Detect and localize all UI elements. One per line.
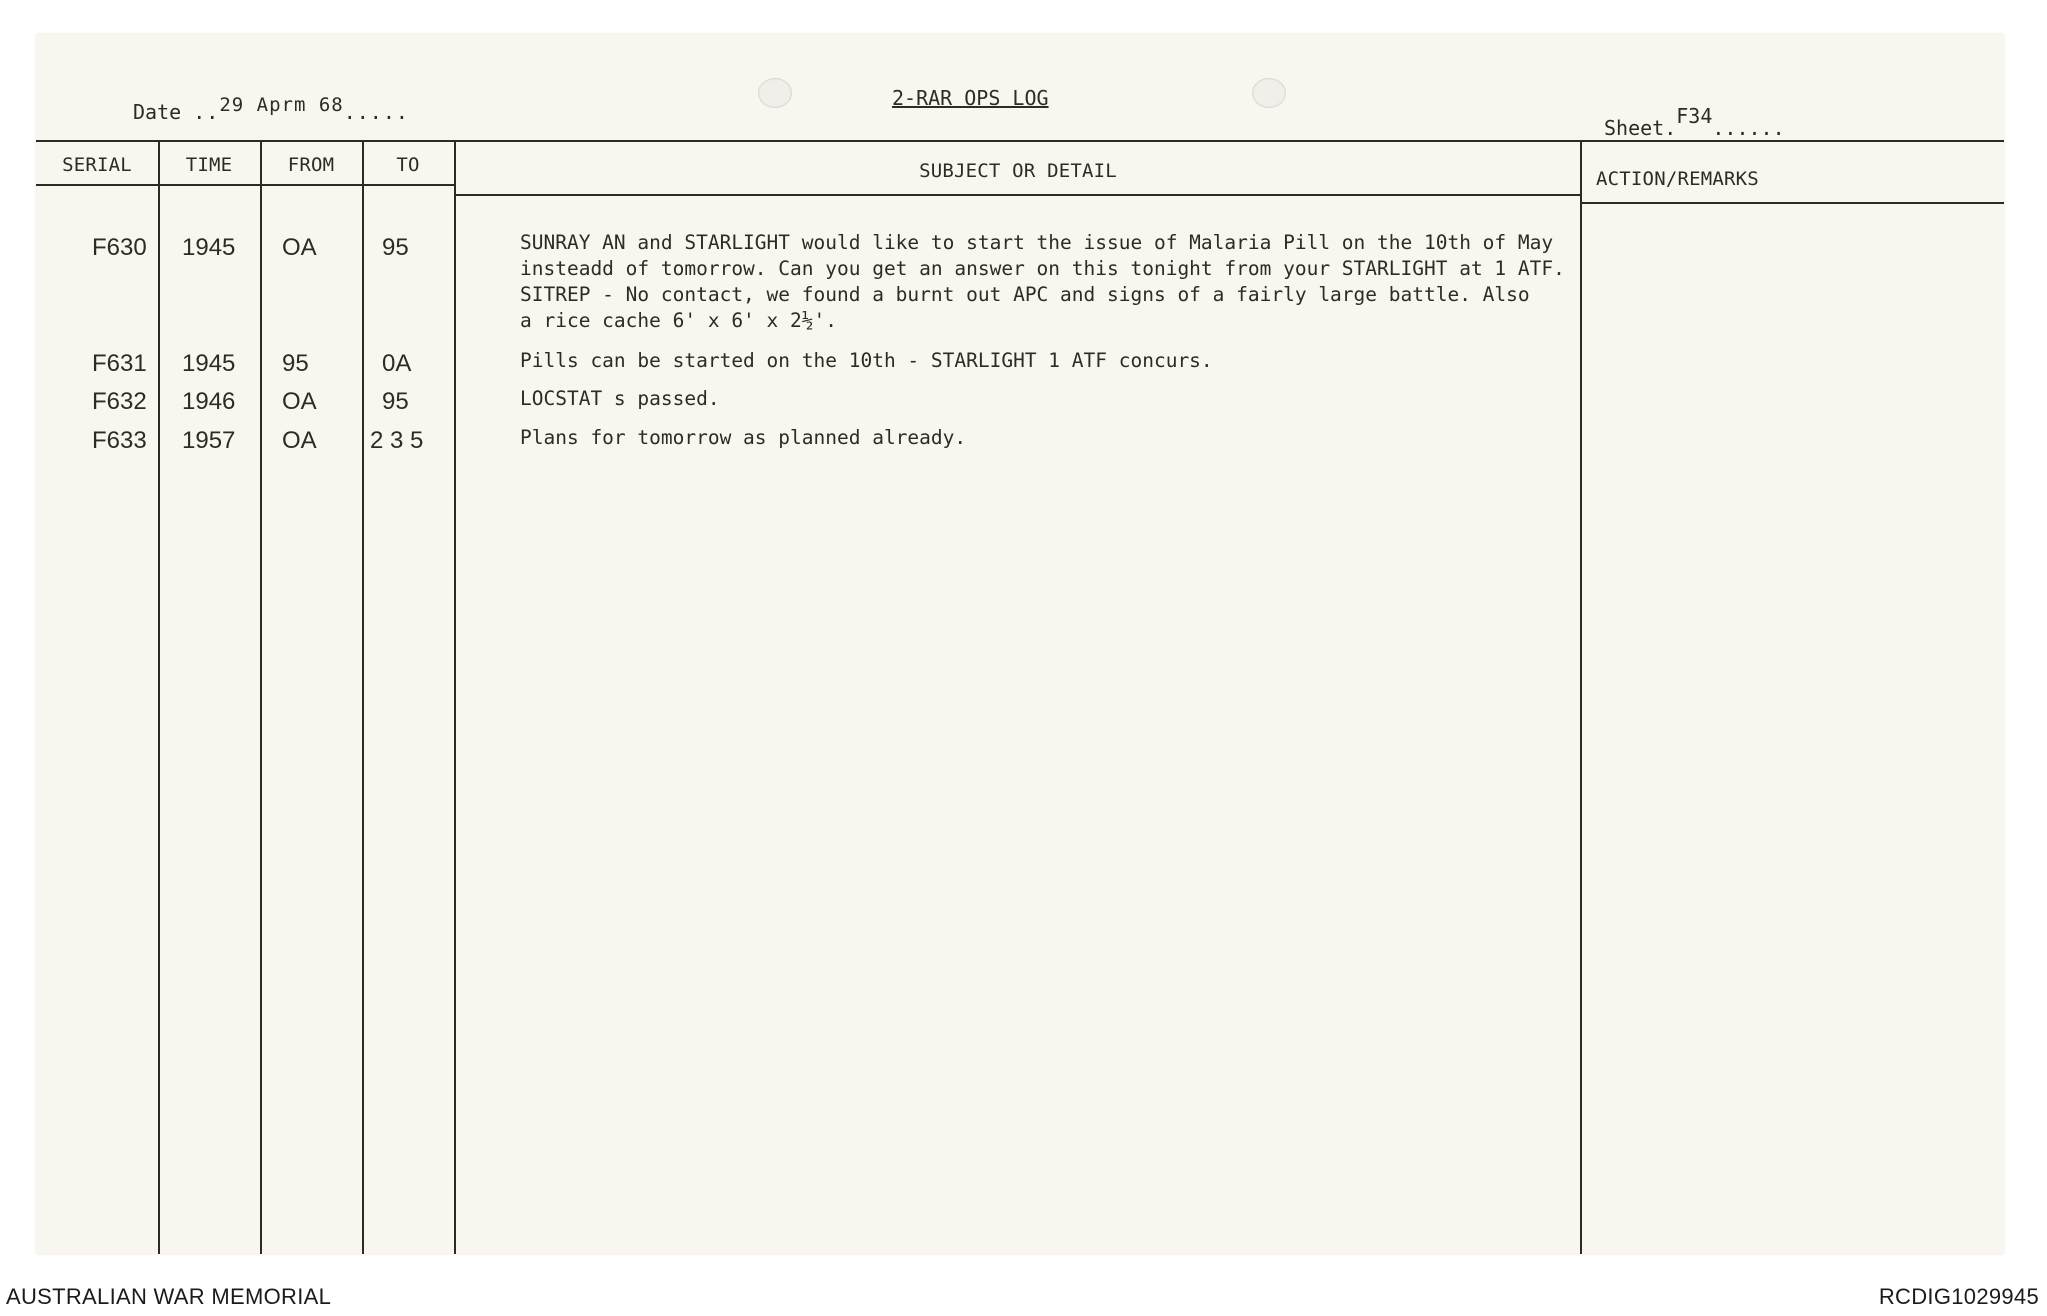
col-header-to: TO: [396, 154, 420, 176]
row-2-to: 0A: [382, 350, 412, 377]
sheet-field: [1604, 104, 1785, 140]
sheet-label: Sheet: [1604, 116, 1665, 140]
row-3-serial: F632: [92, 388, 147, 415]
punch-hole-right: [1252, 78, 1286, 108]
col-header-subject: SUBJECT OR DETAIL: [919, 160, 1117, 182]
row-1-time: 1945: [182, 234, 236, 261]
row-1-from: OA: [282, 234, 317, 261]
col-header-action: ACTION/REMARKS: [1596, 168, 1759, 190]
log-sheet: [36, 34, 2004, 1254]
date-field: [133, 94, 409, 124]
row-4-serial: F633: [92, 427, 147, 454]
column-rule-1: [158, 140, 160, 1254]
detail-line: Plans for tomorrow as planned already.: [520, 426, 967, 449]
table-header-rule-middle: [456, 194, 1582, 196]
sheet-value: F34: [1676, 104, 1713, 128]
table-top-rule: [36, 140, 2004, 142]
row-4-to: 2 3 5: [370, 427, 424, 454]
detail-line: a rice cache 6' x 6' x 2½'.: [520, 309, 837, 332]
row-3-to: 95: [382, 388, 409, 415]
date-leader: ..: [193, 100, 220, 124]
col-header-time: TIME: [185, 154, 233, 176]
column-rule-4: [454, 140, 456, 1254]
date-leader-trailing: .....: [343, 100, 409, 124]
col-header-serial: SERIAL: [62, 154, 132, 176]
row-3-time: 1946: [182, 388, 236, 415]
detail-line: LOCSTAT s passed.: [520, 387, 720, 410]
log-title: 2-RAR OPS LOG: [892, 86, 1049, 110]
row-2-detail: [520, 348, 1640, 374]
row-1-serial: F630: [92, 234, 147, 261]
detail-line: SUNRAY AN and STARLIGHT would like to start the issue of Malaria Pill on the 10th of May: [520, 231, 1554, 254]
sheet-leader: .: [1664, 116, 1677, 140]
sheet-leader-trailing: ......: [1712, 116, 1785, 140]
date-value: 29 Aprm 68: [219, 94, 344, 116]
footer-credit: AUSTRALIAN WAR MEMORIAL: [6, 1284, 332, 1309]
punch-hole-left: [758, 78, 792, 108]
table-header-rule-left: [36, 184, 456, 186]
row-4-detail: [520, 425, 1640, 451]
detail-line: Pills can be started on the 10th - STARLIGHT 1 ATF concurs.: [520, 349, 1213, 372]
row-4-time: 1957: [182, 427, 236, 454]
table-header-rule-right: [1582, 202, 2004, 204]
detail-line: SITREP - No contact, we found a burnt out APC and signs of a fairly large battle. Also: [520, 283, 1530, 306]
footer-id: RCDIG1029945: [1878, 1284, 2039, 1309]
row-4-from: OA: [282, 427, 317, 454]
row-1-detail: [520, 230, 1640, 334]
row-3-detail: [520, 386, 1640, 412]
detail-line: insteadd of tomorrow. Can you get an answer on this tonight from your STARLIGHT at 1 ATF.: [520, 257, 1565, 280]
column-rule-3: [362, 140, 364, 1254]
date-label: Date: [133, 100, 182, 124]
row-2-time: 1945: [182, 350, 236, 377]
row-1-to: 95: [382, 234, 409, 261]
row-3-from: OA: [282, 388, 317, 415]
row-2-from: 95: [282, 350, 309, 377]
column-rule-2: [260, 140, 262, 1254]
col-header-from: FROM: [287, 154, 335, 176]
row-2-serial: F631: [92, 350, 147, 377]
